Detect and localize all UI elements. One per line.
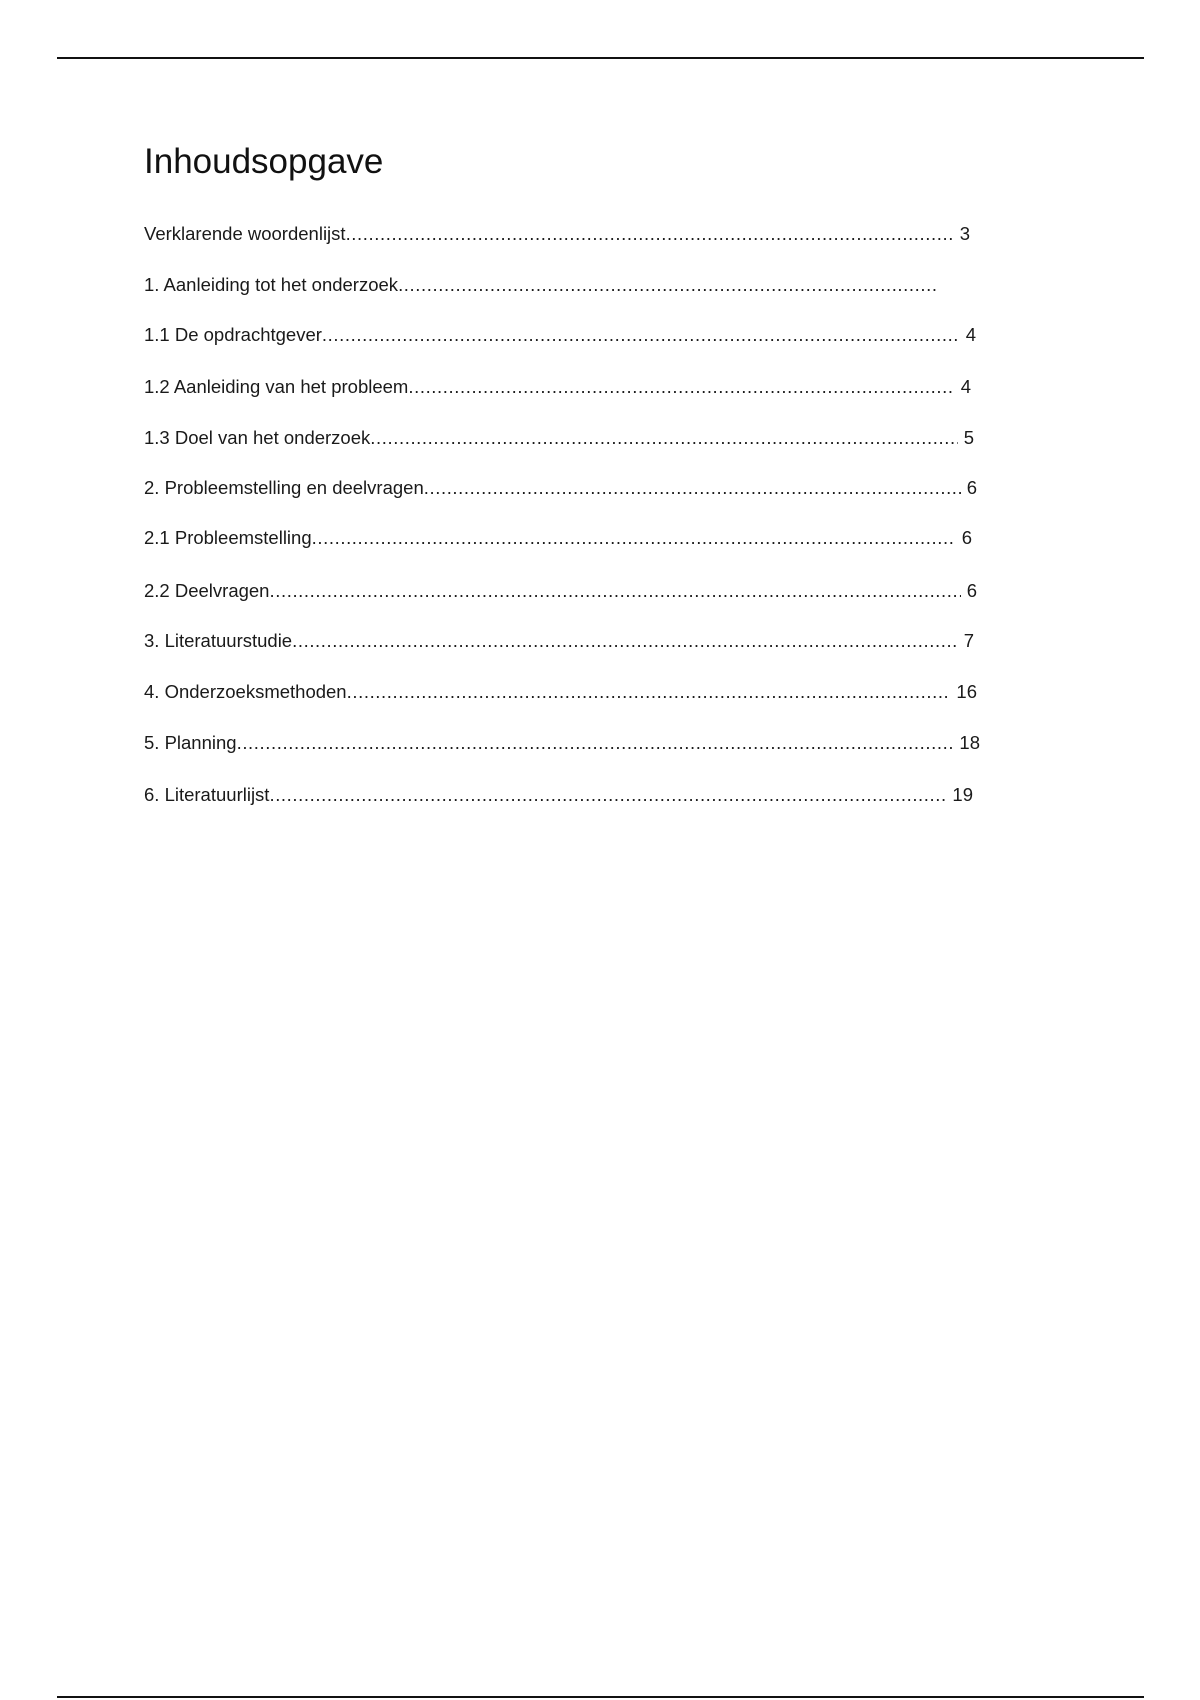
- toc-dot-leader: [312, 526, 956, 550]
- toc-entry-aanleiding-probleem[interactable]: [144, 375, 971, 399]
- toc-entry-label: 1.3 Doel van het onderzoek: [144, 427, 371, 448]
- toc-entry-label: 3. Literatuurstudie: [144, 630, 293, 651]
- toc-entry-label: 1.1 De opdrachtgever: [144, 324, 322, 345]
- toc-entry-label: 5. Planning: [144, 732, 237, 753]
- toc-dot-leader: [347, 680, 951, 704]
- toc-entry-doel-onderzoek[interactable]: [144, 426, 974, 450]
- toc-entry-page: 3: [959, 223, 970, 244]
- toc-entry-label: 6. Literatuurlijst: [144, 784, 270, 805]
- toc-dot-leader: [398, 273, 938, 297]
- toc-entry-page: 7: [963, 630, 974, 651]
- toc-dot-leader: [269, 783, 946, 807]
- toc-entry-label: 2. Probleemstelling en deelvragen: [144, 477, 424, 498]
- toc-entry-planning[interactable]: [144, 731, 980, 755]
- toc-title: Inhoudsopgave: [144, 142, 384, 181]
- toc-dot-leader: [346, 222, 954, 246]
- toc-entry-literatuurstudie[interactable]: [144, 629, 974, 653]
- toc-dot-leader: [322, 323, 960, 347]
- toc-dot-leader: [237, 731, 954, 755]
- toc-entry-literatuurlijst[interactable]: [144, 783, 973, 807]
- toc-entry-label: 2.2 Deelvragen: [144, 580, 270, 601]
- toc-entry-page: 6: [966, 580, 977, 601]
- toc-entry-deelvragen[interactable]: [144, 579, 977, 603]
- toc-dot-leader: [424, 476, 961, 500]
- toc-dot-leader: [292, 629, 958, 653]
- toc-dot-leader: [370, 426, 957, 450]
- toc-entry-page: 18: [959, 732, 980, 753]
- toc-entry-probleemstelling-deelvragen[interactable]: [144, 476, 977, 500]
- toc-dot-leader: [408, 375, 954, 399]
- toc-entry-page: 19: [952, 784, 973, 805]
- toc-dot-leader: [269, 579, 960, 603]
- toc-entry-page: 16: [956, 681, 977, 702]
- toc-entry-verklarende-woordenlijst[interactable]: [144, 222, 970, 246]
- footer-rule: [57, 1696, 1144, 1698]
- toc-entry-label: 2.1 Probleemstelling: [144, 527, 312, 548]
- toc-entry-label: 1.2 Aanleiding van het probleem: [144, 376, 409, 397]
- toc-entry-page: 4: [965, 324, 976, 345]
- toc-entry-page: 6: [966, 477, 977, 498]
- toc-entry-label: 1. Aanleiding tot het onderzoek: [144, 274, 399, 295]
- toc-entry-label: 4. Onderzoeksmethoden: [144, 681, 347, 702]
- toc-entry-page: 5: [963, 427, 974, 448]
- toc-entry-probleemstelling[interactable]: [144, 526, 972, 550]
- toc-entry-page: 4: [960, 376, 971, 397]
- toc-entry-opdrachtgever[interactable]: [144, 323, 976, 347]
- toc-entry-onderzoeksmethoden[interactable]: [144, 680, 977, 704]
- toc-entry-aanleiding[interactable]: [144, 273, 944, 297]
- toc-entry-label: Verklarende woordenlijst: [144, 223, 346, 244]
- toc-entry-page: 6: [961, 527, 972, 548]
